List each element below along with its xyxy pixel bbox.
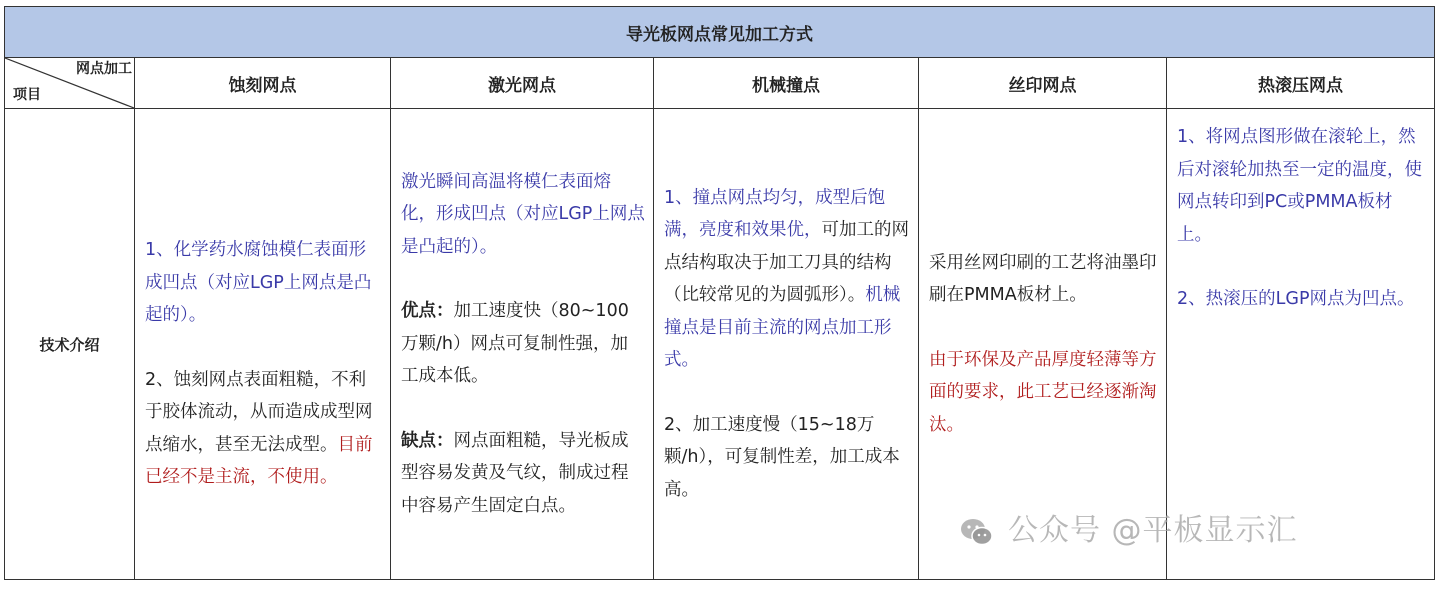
column-header-silkscreen: 丝印网点: [919, 58, 1167, 109]
mechanical-para-1-blue: 1、撞点网点均匀，成型后饱满，亮度和效果优，: [664, 187, 886, 241]
laser-disadvantage-label: 缺点：: [401, 430, 454, 451]
watermark-text: 公众号 @平板显示汇: [1008, 513, 1298, 548]
silkscreen-para-2: 由于环保及产品厚度轻薄等方面的要求，此工艺已经逐渐淘汰。: [929, 349, 1157, 435]
row-label-tech-intro: 技术介绍: [5, 109, 135, 580]
laser-advantage-text: 加工速度快（80~100万颗/h）网点可复制性强，加工成本低。: [401, 301, 629, 387]
cell-etching: [135, 109, 391, 580]
mechanical-para-1-blue-2: 机械撞点是目前主流的网点加工形式。: [664, 285, 901, 371]
silkscreen-para-1: 采用丝网印刷的工艺将油墨印刷在PMMA板材上。: [929, 252, 1157, 306]
mechanical-para-2: 2、加工速度慢（15~18万颗/h），可复制性差，加工成本高。: [664, 414, 900, 500]
mechanical-para-1-black: 可加工的网点结构取决于加工刀具的结构（比较常见的为圆弧形）。: [664, 220, 909, 306]
corner-header-cell: [5, 58, 135, 109]
corner-bottom-label: 项目: [13, 87, 41, 103]
column-header-mechanical: 机械撞点: [654, 58, 919, 109]
etching-para-2-highlight: 目前已经不是主流，不使用。: [145, 434, 373, 488]
hotroll-para-2: 2、热滚压的LGP网点为凹点。: [1177, 289, 1415, 309]
watermark: [960, 505, 1298, 549]
cell-laser: [391, 109, 654, 580]
cell-mechanical: [654, 109, 919, 580]
laser-disadvantage: [401, 425, 645, 523]
table-title: 导光板网点常见加工方式: [5, 7, 1435, 58]
etching-para-1: 1、化学药水腐蚀模仁表面形成凹点（对应LGP上网点是凸起的）。: [145, 240, 372, 326]
corner-top-label: 网点加工: [76, 61, 132, 77]
etching-para-2: [145, 364, 382, 494]
lgp-dot-processing-table: [4, 6, 1435, 580]
laser-advantage: [401, 295, 645, 393]
laser-advantage-label: 优点：: [401, 301, 454, 322]
laser-para-1: 激光瞬间高温将模仁表面熔化，形成凹点（对应LGP上网点是凸起的）。: [401, 171, 645, 257]
hotroll-para-1: 1、将网点图形做在滚轮上，然后对滚轮加热至一定的温度，使网点转印到PC或PMMA板材上。: [1177, 127, 1422, 245]
column-header-etching: 蚀刻网点: [135, 58, 391, 109]
laser-disadvantage-text: 网点面粗糙，导光板成型容易发黄及气纹，制成过程中容易产生固定白点。: [401, 430, 629, 516]
column-header-laser: 激光网点: [391, 58, 654, 109]
mechanical-para-1: [664, 182, 910, 377]
column-header-hotroll: 热滚压网点: [1167, 58, 1435, 109]
etching-para-2-text: 2、蚀刻网点表面粗糙，不利于胶体流动，从而造成成型网点缩水，甚至无法成型。: [145, 369, 373, 455]
wechat-icon: [960, 517, 994, 547]
